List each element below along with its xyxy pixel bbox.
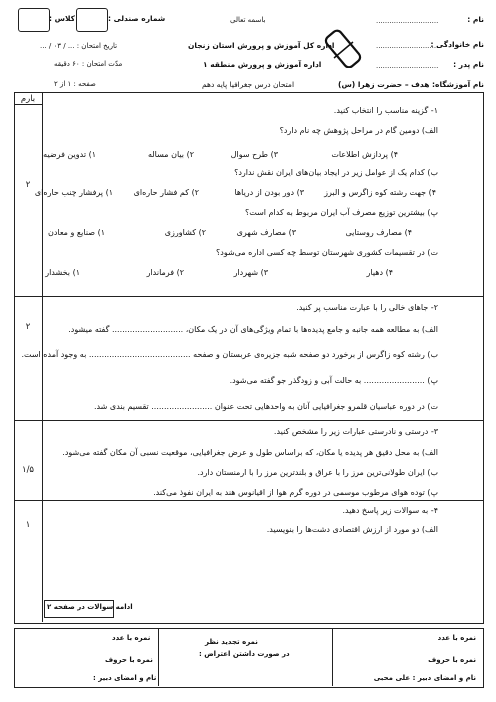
- review-note: در صورت داشتن اعتراض :: [199, 650, 290, 658]
- q1-a-option-2: ۲) بیان مساله: [147, 150, 194, 159]
- family-dots: ............................: [376, 42, 439, 50]
- continue-note: ادامه سوالات در صفحه ۲: [47, 603, 133, 611]
- q4-score: ۱: [25, 520, 31, 530]
- q1-score: ۲: [25, 180, 31, 190]
- father-dots: ............................: [376, 62, 439, 70]
- q2-b: ب) رشته کوه زاگرس از برخورد دو صفحه شبه جزیره‌ی عربستان و صفحه ........................................ به وجود آمده است.: [21, 350, 438, 359]
- footer-divider-right: [332, 628, 333, 686]
- q1-a-option-3: ۳) طرح سوال: [230, 150, 278, 159]
- name-label: نام :: [467, 15, 484, 24]
- class-box: [18, 8, 50, 32]
- class-label: کلاس :: [49, 14, 76, 23]
- row-divider-1: [14, 296, 483, 297]
- q3-score: ۱/۵: [22, 465, 34, 475]
- footer-score-number-left: نمره با عدد: [112, 634, 151, 642]
- org-title-1: اداره کل آموزش و پرورش استان زنجان: [188, 41, 335, 50]
- footer-score-words-left: نمره با حروف: [105, 656, 153, 664]
- footer-score-words-right: نمره با حروف: [428, 656, 476, 664]
- footer-divider-left: [158, 628, 159, 686]
- q3-p: پ) توده هوای مرطوب موسمی در دوره گرم هوا از اقیانوس هند به ایران نفوذ می‌کند.: [153, 488, 438, 497]
- seat-label: شماره صندلی :: [108, 14, 166, 23]
- q1-t-option-2: ۲) فرماندار: [146, 268, 184, 277]
- q1-intro: ۱- گزینه مناسب را انتخاب کنید.: [333, 106, 438, 115]
- org-title-2: اداره آموزش و پرورش منطقه ۱: [203, 60, 322, 69]
- q1-b-option-3: ۳) دور بودن از دریاها: [234, 188, 304, 197]
- exam-date: تاریخ امتحان : ... / ۰۳ / ...: [40, 42, 118, 50]
- q1-p-option-4: ۴) مصارف روستایی: [345, 228, 412, 237]
- q1-b-option-4: ۴) جهت رشته کوه زاگرس و البرز: [324, 188, 436, 197]
- row-divider-2: [14, 420, 483, 421]
- footer-score-number-right: نمره با عدد: [437, 634, 476, 642]
- school-label: نام آموزشگاه: هدف – حضرت زهرا (س): [338, 80, 484, 89]
- exam-title: امتحان درس جغرافیا پایه دهم: [202, 80, 295, 89]
- review-label: نمره تجدید نظر: [205, 638, 258, 646]
- q1-t-option-1: ۱) بخشدار: [45, 268, 80, 277]
- q1-p-question: پ) بیشترین توزیع مصرف آب ایران مربوط به کدام است؟: [245, 208, 438, 217]
- q4-a: الف) دو مورد از ارزش اقتصادی دشت‌ها را بنویسید.: [266, 525, 438, 534]
- q1-t-option-4: ۴) دهیار: [366, 268, 393, 277]
- q3-intro: ۳- درستی و نادرستی عبارات زیر را مشخص کنید.: [273, 427, 438, 436]
- q2-p: پ) ........................ به حالت آبی و زودگذر جو گفته می‌شود.: [229, 376, 438, 385]
- q2-a: الف) به مطالعه همه جانبه و جامع پدیده‌ها با تمام ویژگی‌های آن در یک مکان، ............................ گفته میشود.: [68, 325, 438, 334]
- q2-intro: ۲- جاهای خالی را با عبارت مناسب پر کنید.: [296, 303, 438, 312]
- q1-p-option-3: ۳) مصارف شهری: [236, 228, 296, 237]
- q2-score: ۲: [25, 322, 31, 332]
- q1-t-question: ت) در تقسیمات کشوری شهرستان توسط چه کسی اداره می‌شود؟: [216, 248, 438, 257]
- bismillah: باسمه تعالی: [230, 16, 266, 24]
- q1-b-question: ب) کدام یک از عوامل زیر در ایجاد بیان‌های ایران نقش ندارد؟: [234, 168, 438, 177]
- q1-a-option-4: ۴) پردازش اطلاعات: [331, 150, 398, 159]
- father-label: نام پدر :: [453, 60, 484, 69]
- q4-intro: ۴- به سوالات زیر پاسخ دهید.: [342, 506, 438, 515]
- score-column-title: بارم: [20, 94, 36, 104]
- q1-a-option-1: ۱) تدوین فرضیه: [43, 150, 96, 159]
- ministry-logo: [322, 28, 374, 68]
- seat-box: [76, 8, 108, 32]
- q1-b-option-1: ۱) پرفشار چنب حاره‌ای: [34, 188, 113, 197]
- q1-b-option-2: ۲) کم فشار حاره‌ای: [133, 188, 199, 197]
- page-number: صفحه : ۱ از ۲: [54, 80, 96, 88]
- q1-a-question: الف) دومین گام در مراحل پژوهش چه نام دارد؟: [279, 126, 438, 135]
- family-label: نام خانوادگی :: [430, 40, 484, 49]
- footer-teacher-right: نام و امضای دبیر : علی محبی: [373, 674, 476, 682]
- score-header-divider: [14, 104, 42, 105]
- q3-b: ب) ایران طولانی‌ترین مرز را با عراق و بلندترین مرز را با ارمنستان دارد.: [197, 468, 438, 477]
- q1-p-option-1: ۱) صنایع و معادن: [47, 228, 105, 237]
- q3-a: الف) به محل دقیق هر پدیده یا مکان، که براساس طول و عرض جغرافیایی، موقعیت نسبی آن مکان گفته می‌شود.: [62, 448, 438, 457]
- name-dots: ............................: [376, 17, 439, 25]
- q2-t: ت) در دوره عباسیان قلمرو جغرافیایی آنان به واحدهایی تحت عنوان ........................ تقسیم بندی شد.: [93, 402, 438, 411]
- exam-duration: مدّت امتحان : ۶۰ دقیقه: [54, 60, 123, 68]
- q1-p-option-2: ۲) کشاورزی: [164, 228, 206, 237]
- footer-teacher-left: نام و امضای دبیر :: [93, 674, 157, 682]
- row-divider-3: [14, 500, 483, 501]
- q1-t-option-3: ۳) شهردار: [233, 268, 268, 277]
